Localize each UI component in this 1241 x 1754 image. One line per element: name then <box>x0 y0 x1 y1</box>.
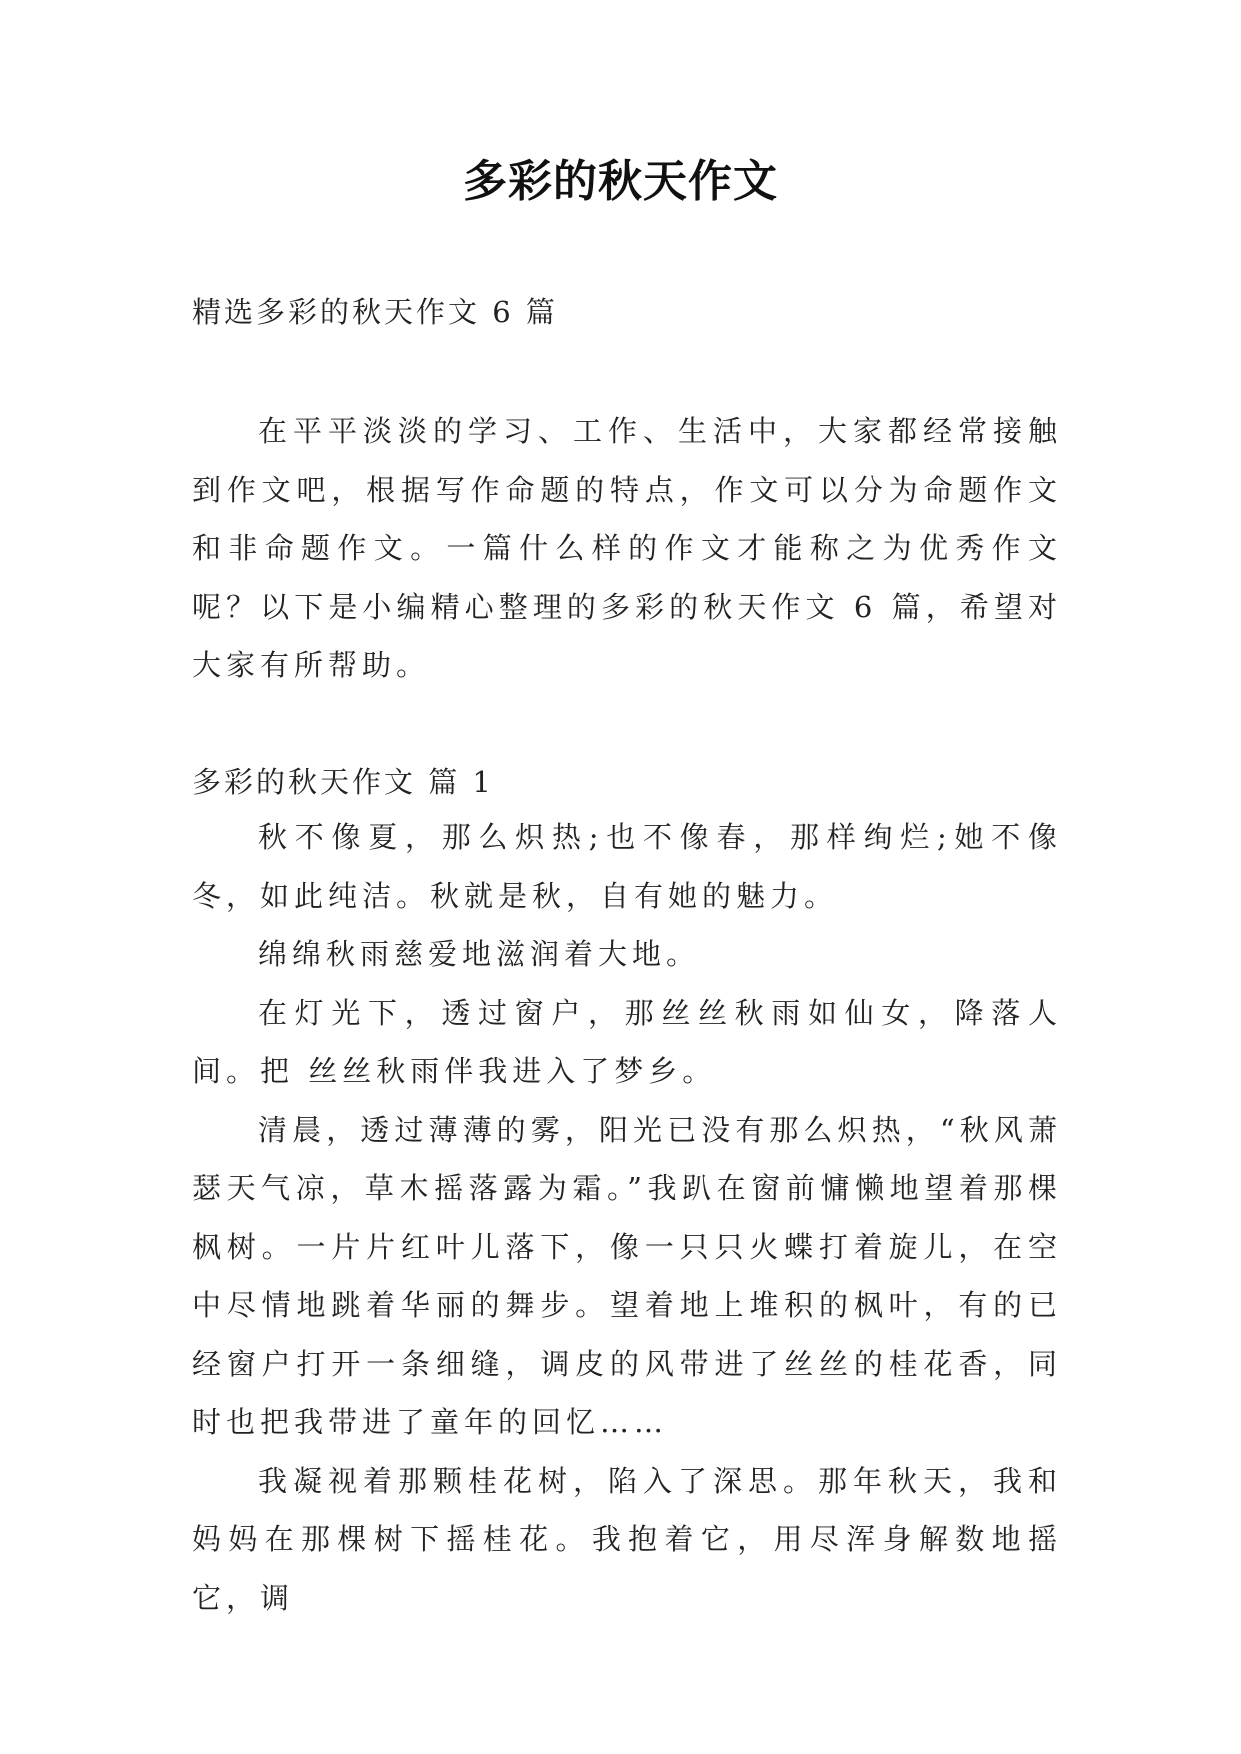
essay-paragraph: 清晨，透过薄薄的雾，阳光已没有那么炽热，“秋风萧瑟天气凉，草木摇落露为霜。”我趴在窗前慵懒地望着那棵枫树。一片片红叶儿落下，像一只只火蝶打着旋儿，在空中尽情地跳着华丽的舞步。望着地上堆积的枫叶，有的已经窗户打开一条细缝，调皮的风带进了丝丝的桂花香，同时也把我带进了童年的回忆…… <box>192 1112 1062 1439</box>
essay-paragraph: 我凝视着那颗桂花树，陷入了深思。那年秋天，我和妈妈在那棵树下摇桂花。我抱着它，用尽浑身解数地摇它，调 <box>192 1463 1062 1615</box>
essay-paragraph: 绵绵秋雨慈爱地滋润着大地。 <box>258 937 701 971</box>
essay-paragraph: 在灯光下，透过窗户，那丝丝秋雨如仙女，降落人间。把 丝丝秋雨伴我进入了梦乡。 <box>192 995 1062 1088</box>
essay-paragraph: 秋不像夏，那么炽热;也不像春，那样绚烂;她不像冬，如此纯洁。秋就是秋，自有她的魅力。 <box>192 820 1062 913</box>
document-title: 多彩的秋天作文 <box>463 156 778 207</box>
document-subtitle: 精选多彩的秋天作文 6 篇 <box>192 295 558 329</box>
section-heading: 多彩的秋天作文 篇 1 <box>192 765 494 799</box>
intro-paragraph: 在平平淡淡的学习、工作、生活中，大家都经常接触到作文吧，根据写作命题的特点，作文可以分为命题作文和非命题作文。一篇什么样的作文才能称之为优秀作文呢？以下是小编精心整理的多彩的秋天作文 6 篇，希望对大家有所帮助。 <box>192 414 1062 682</box>
essay-body <box>192 808 1062 1627</box>
